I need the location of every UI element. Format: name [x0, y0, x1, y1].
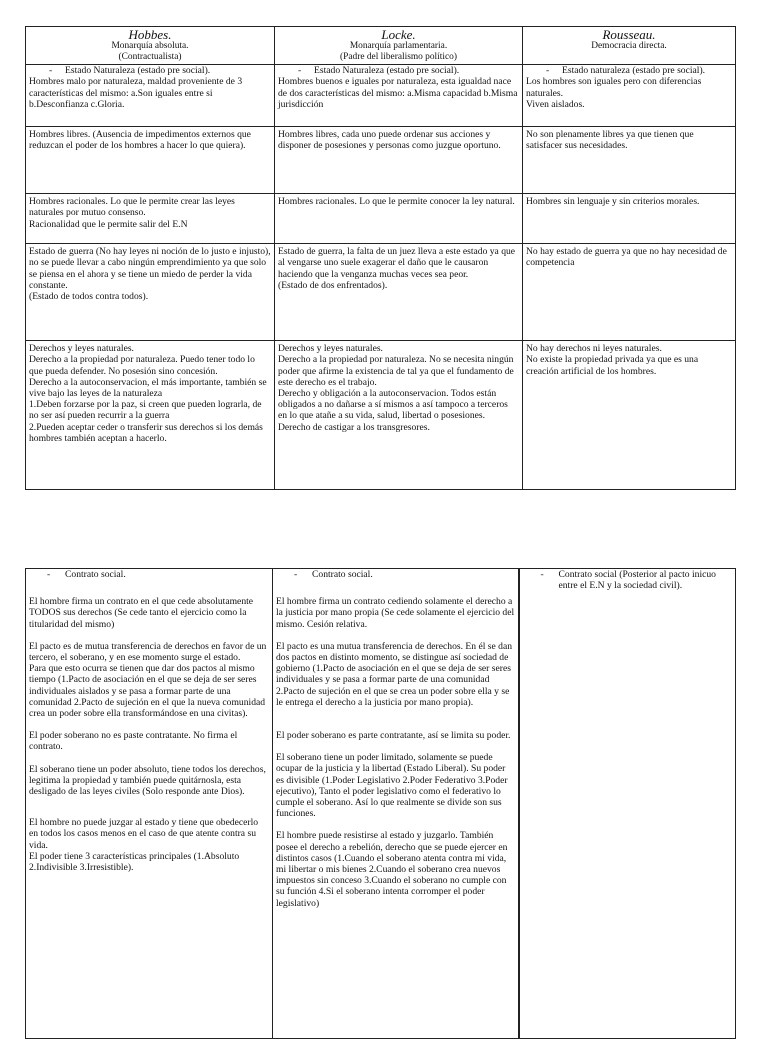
cell-text: Hombres libres. (Ausencia de impedimentos externos que reduzcan el poder de los hombres a hacer lo que quiera). — [29, 129, 251, 152]
cell-hobbes — [26, 65, 275, 127]
cell-locke — [275, 127, 523, 194]
row-estado-guerra — [26, 244, 736, 341]
header-name: Locke. — [381, 27, 416, 42]
bullet-text: - Estado naturaleza (estado pre social). — [562, 65, 706, 77]
header-name: Rousseau. — [602, 27, 656, 42]
paragraph: El hombre puede resistirse al estado y juzgarlo. También posee el derecho a rebelión, derecho que se puede ejercer en distintos casos (1.Cuando el soberano atenta contra mi vida, mi libertar o mis bienes 2.Cuando el soberano crea nuevos impuestos sin conceso 3.Cuando el soberano no cumple con su función 4.Si el soberano intenta corromper el poder legislativo) — [276, 830, 508, 909]
header-name: Hobbes. — [128, 27, 172, 42]
paragraph: El soberano tiene un poder limitado, solamente se puede ocupar de la justicia y la libertad (Estado Liberal). Su poder es divisible (1.Poder Legislativo 2.Poder Federativo 3.Poder ejecutivo), Tanto el poder legislativo como el federativo lo cumple el soberano. Así lo que realmente se divide son sus funciones. — [276, 752, 508, 820]
header-hobbes — [26, 27, 275, 65]
cell-text: Estado de guerra (No hay leyes ni noción de lo justo e injusto), no se puede llevar a cabo ningún emprendimiento ya que solo se piensa en el ahora y se tiene un miedo de perder la vida constante. (Estado de todos contra todos). — [29, 246, 271, 302]
bullet-item — [278, 65, 519, 76]
row-racionalidad — [26, 194, 736, 244]
cell-hobbes — [26, 194, 275, 244]
header-rousseau — [523, 27, 736, 65]
cell-rousseau — [523, 65, 736, 127]
paragraph: El soberano tiene un poder absoluto, tiene todos los derechos, legitima la propiedad y también puede quitárnosla, esta desligado de las leyes civiles (Solo responde ante Dios). — [29, 763, 266, 798]
cell-text: Derechos y leyes naturales. Derecho a la propiedad por naturaleza. No se necesita ningún poder que afirme la existencia de tal ya que el fundamento de este derecho es el trabajo. Derecho y obligación a la autoconservacion. Todos están obligados a no dañarse a sí mismos a así tampoco a terceros en lo que atañe a su vida, salud, libertad o posesiones. Derecho de castigar a los transgresores. — [278, 343, 514, 433]
cell-hobbes — [26, 127, 275, 194]
cell-rousseau — [523, 194, 736, 244]
cell-text: Hombres racionales. Lo que le permite crear las leyes naturales por mutuo consenso. Racionalidad que le permite salir del E.N — [29, 196, 235, 230]
paragraph: El poder soberano es parte contratante, así se limita su poder. — [276, 730, 511, 742]
bullet-item — [276, 569, 515, 580]
comparison-table-top — [25, 26, 736, 490]
bullet-text: - Contrato social. — [65, 569, 126, 580]
cell-hobbes — [26, 341, 275, 490]
paragraph: El hombre no puede juzgar al estado y tiene que obedecerlo en todos los casos menos en el caso de que atente contra su vida. El poder tiene 3 características principales (1.Absoluto 2.Indivisible 3.Irresistible). — [29, 817, 259, 874]
cell-text: Derechos y leyes naturales. Derecho a la propiedad por naturaleza. Puedo tener todo lo que pueda defender. No posesión sino concesión. Derecho a la autoconservacion, el más importante, también se vive bajo las leyes de la naturaleza 1.Deben forzarse por la paz, si creen que pueden lograrla, de no ser así pueden recurrir a la guerra 2.Pueden aceptar ceder o transferir sus derechos si los demás hombres también aceptan a hacerlo. — [29, 343, 267, 444]
header-locke — [275, 27, 523, 65]
cell-text: No hay derechos ni leyes naturales. No existe la propiedad privada ya que es una creación artificial de los hombres. — [526, 343, 699, 377]
row-derechos — [26, 341, 736, 490]
paragraph: El pacto es una mutua transferencia de derechos. En él se dan dos pactos en distinto momento, se distingue así sociedad de gobierno (1.Pacto de asociación en el que se deja de ser seres individuales y se pasa a formar parte de una comunidad 2.Pacto de sujeción en el que se crea un poder sobre ella y se le entrega el derecho a la justicia por mano propia). — [276, 640, 513, 708]
cell-rousseau — [523, 127, 736, 194]
bullet-item — [526, 65, 732, 76]
row-contrato-social — [26, 569, 736, 1039]
header-subtitle: Monarquía absoluta. — [111, 41, 189, 51]
bullet-text: - Contrato social. — [312, 569, 373, 580]
cell-locke — [275, 244, 523, 341]
bullet-text: - Estado Naturaleza (estado pre social). — [65, 65, 211, 77]
cell-rousseau — [523, 341, 736, 490]
header-subtitle: (Contractualista) — [118, 51, 182, 62]
cell-text: Hombres buenos e iguales por naturaleza, esta igualdad nace de dos características del mismo: a.Misma capacidad b.Misma jurisdicción — [278, 76, 518, 110]
cell-rousseau — [523, 244, 736, 341]
cell-hobbes — [26, 244, 275, 341]
cell-hobbes — [26, 569, 273, 1039]
header-subtitle: (Padre del liberalismo político) — [340, 51, 457, 62]
cell-rousseau — [519, 569, 736, 1039]
cell-text: No hay estado de guerra ya que no hay necesidad de competencia — [526, 246, 727, 269]
comparison-table-bottom — [25, 568, 736, 1039]
cell-text: Hombres libres, cada uno puede ordenar sus acciones y disponer de posesiones y personas como juzgue oportuno. — [278, 129, 501, 152]
cell-locke — [275, 65, 523, 127]
bullet-item — [29, 65, 271, 76]
bullet-text: - Contrato social (Posterior al pacto inicuo entre el E.N y la sociedad civil). — [558, 569, 716, 592]
bullet-item — [523, 569, 733, 591]
row-estado-naturaleza — [26, 65, 736, 127]
cell-text: Los hombres son iguales pero con diferencias naturales. Viven aislados. — [526, 76, 702, 110]
cell-locke — [275, 341, 523, 490]
header-subtitle: Democracia directa. — [591, 41, 667, 51]
paragraph: El hombre firma un contrato en el que cede absolutamente TODOS sus derechos (Se cede tanto el ejercicio como la titularidad del mismo) — [29, 596, 254, 630]
cell-text: Hombres malo por naturaleza, maldad proveniente de 3 características del mismo: a.Son iguales entre si b.Desconfianza c.Gloria. — [29, 76, 243, 110]
cell-locke — [273, 569, 519, 1039]
cell-locke — [275, 194, 523, 244]
paragraph: El pacto es de mutua transferencia de derechos en favor de un tercero, el soberano, y en ese momento surge el estado. Para que esto ocurra se tienen que dar dos pactos al mismo tiempo (1.Pacto de asociación en el que se deja de ser seres individuales aislados y se pasa a formar parte de una comunidad 2.Pacto de sujeción en el que la nueva comunidad crea un poder sobre ella transformándose en una civitas). — [29, 640, 267, 720]
bullet-text: - Estado Naturaleza (estado pre social). — [314, 65, 460, 77]
bullet-item — [29, 569, 269, 580]
header-subtitle: Monarquía parlamentaria. — [349, 41, 448, 51]
cell-text: Hombres racionales. Lo que le permite conocer la ley natural. — [278, 196, 515, 208]
cell-text: No son plenamente libres ya que tienen que satisfacer sus necesidades. — [526, 129, 694, 152]
paragraph: El hombre firma un contrato cediendo solamente el derecho a la justicia por mano propia (Se cede solamente el ejercicio del mismo. Cesión relativa. — [276, 596, 515, 630]
cell-text: Estado de guerra, la falta de un juez lleva a este estado ya que al vengarse uno suele exagerar el daño que le causaron haciendo que la venganza muchas veces sea peor. (Estado de dos enfrentados). — [278, 246, 516, 291]
row-libertad — [26, 127, 736, 194]
paragraph: El poder soberano no es paste contratante. No firma el contrato. — [29, 730, 238, 753]
cell-text: Hombres sin lenguaje y sin criterios morales. — [526, 196, 700, 208]
header-row — [26, 27, 736, 65]
